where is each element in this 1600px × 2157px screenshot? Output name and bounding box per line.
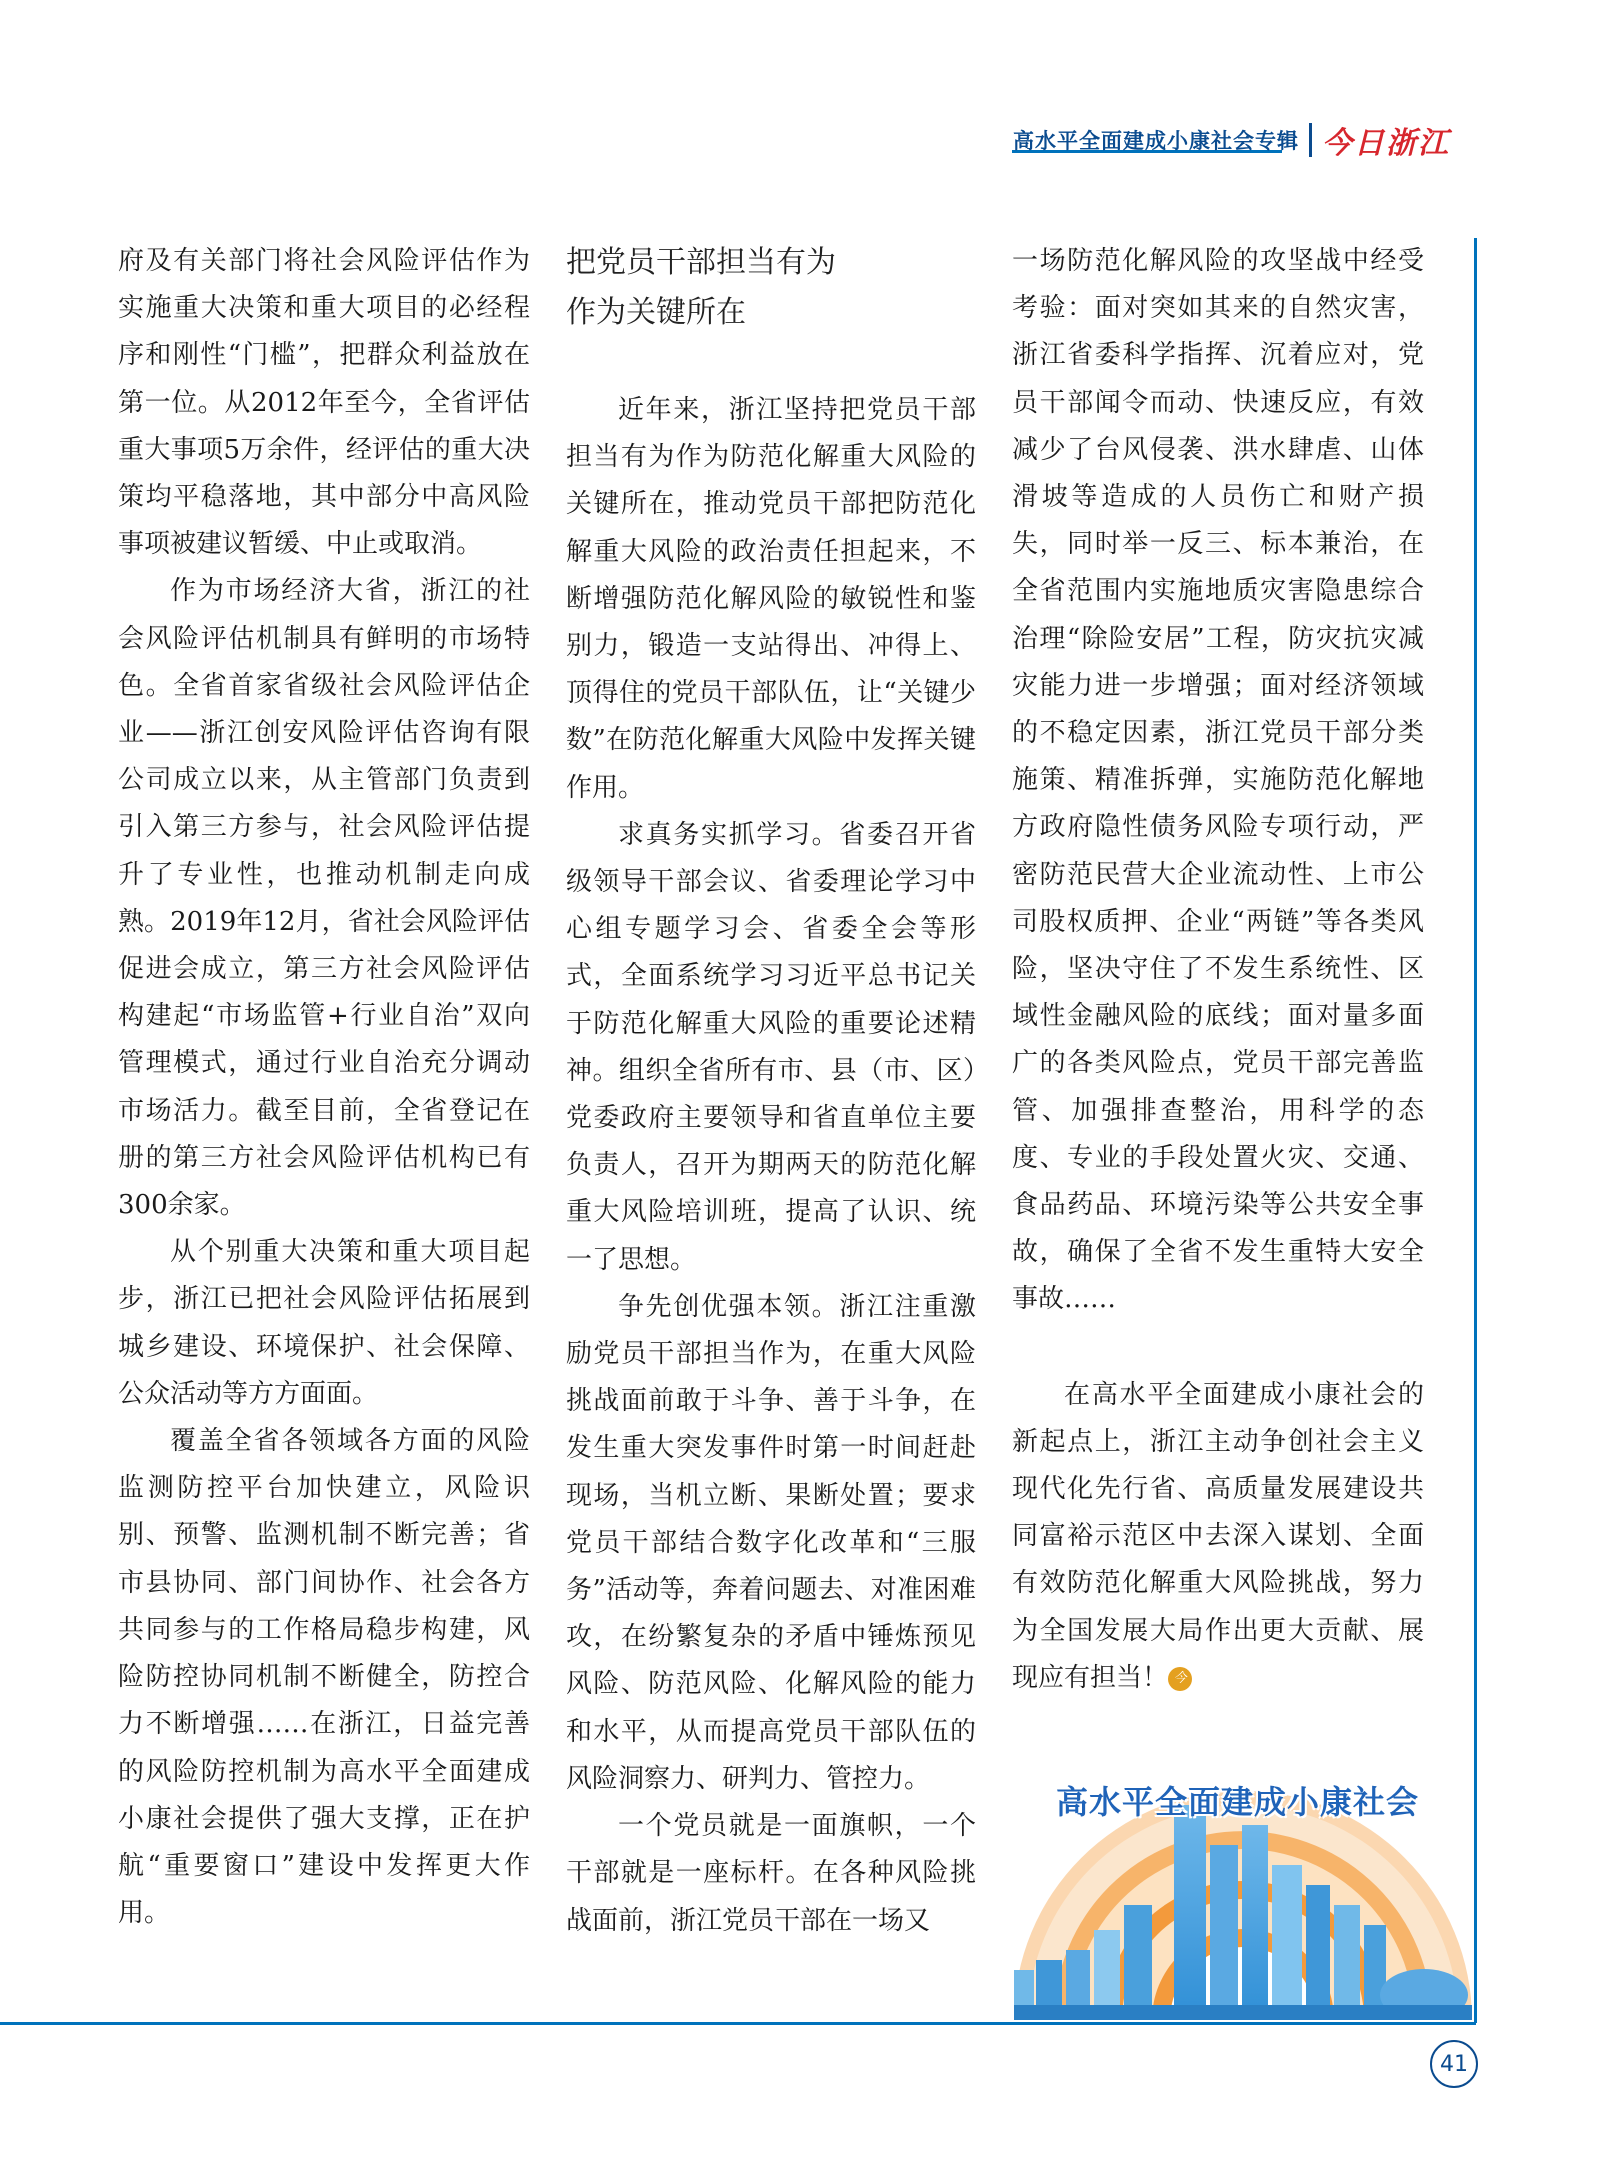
column-1 [118,238,530,1937]
paragraph-gap [1012,1324,1424,1372]
banner-title: 高水平全面建成小康社会 [1056,1783,1420,1821]
page-header [1013,118,1450,162]
column-rule-vertical [1474,238,1477,2023]
paragraph: 一场防范化解风险的攻坚战中经受考验：面对突如其来的自然灾害，浙江省委科学指挥、沉着应对，党员干部闻令而动、快速反应，有效减少了台风侵袭、洪水肆虐、山体滑坡等造成的人员伤亡和财产损失，同时举一反三、标本兼治，在全省范围内实施地质灾害隐患综合治理“除险安居”工程，防灾抗灾减灾能力进一步增强；面对经济领域的不稳定因素，浙江党员干部分类施策、精准拆弹，实施防范化解地方政府隐性债务风险专项行动，严密防范民营大企业流动性、上市公司股权质押、企业“两链”等各类风险，坚决守住了不发生系统性、区域性金融风险的底线；面对量多面广的各类风险点，党员干部完善监管、加强排查整治，用科学的态度、专业的手段处置火灾、交通、食品药品、环境污染等公共安全事故，确保了全省不发生重特大安全事故…… [1012,246,1424,1315]
magazine-logo: 今日浙江 [1322,126,1450,161]
bottom-rule [0,2022,1476,2025]
section-heading [566,238,976,338]
end-mark-icon: 今 [1168,1667,1192,1691]
section-heading-line: 把党员干部担当有为 [566,245,836,280]
header-separator [1309,123,1312,157]
paragraph: 一个党员就是一面旗帜，一个干部就是一座标杆。在各种风险挑战面前，浙江党员干部在一场又 [566,1811,976,1936]
paragraph: 求真务实抓学习。省委召开省级领导干部会议、省委理论学习中心组专题学习会、省委全会等形式，全面系统学习习近平总书记关于防范化解重大风险的重要论述精神。组织全省所有市、县（市、区）党委政府主要领导和省直单位主要负责人，召开为期两天的防范化解重大风险培训班，提高了认识、统一了思想。 [566,819,976,1275]
paragraph: 府及有关部门将社会风险评估作为实施重大决策和重大项目的必经程序和刚性“门槛”，把群众利益放在第一位。从2012年至今，全省评估重大事项5万余件，经评估的重大决策均平稳落地，其中部分中高风险事项被建议暂缓、中止或取消。 [118,246,530,560]
closing-paragraph [1012,1372,1424,1702]
column-title: 高水平全面建成小康社会专辑 [1013,129,1299,153]
paragraph: 近年来，浙江坚持把党员干部担当有为作为防范化解重大风险的关键所在，推动党员干部把防范化解重大风险的政治责任担起来，不断增强防范化解风险的敏锐性和鉴别力，锻造一支站得出、冲得上、顶得住的党员干部队伍，让“关键少数”在防范化解重大风险中发挥关键作用。 [566,395,976,803]
skyline-banner [1014,1755,1472,2020]
paragraph: 覆盖全省各领域各方面的风险监测防控平台加快建立，风险识别、预警、监测机制不断完善；省市县协同、部门间协作、社会各方共同参与的工作格局稳步构建，风险防控协同机制不断健全，防控合力不断增强……在浙江，日益完善的风险防控机制为高水平全面建成小康社会提供了强大支撑，正在护航“重要窗口”建设中发挥更大作用。 [118,1426,530,1929]
column-2 [566,238,976,1945]
column-3 [1012,238,1424,1702]
section-heading-line: 作为关键所在 [566,295,746,330]
page-number: 41 [1430,2040,1478,2088]
paragraph: 从个别重大决策和重大项目起步，浙江已把社会风险评估拓展到城乡建设、环境保护、社会保障、公众活动等方方面面。 [118,1237,530,1409]
closing-text: 在高水平全面建成小康社会的新起点上，浙江主动争创社会主义现代化先行省、高质量发展建设共同富裕示范区中去深入谋划、全面有效防范化解重大风险挑战，努力为全国发展大局作出更大贡献、展现应有担当！ [1012,1379,1424,1693]
paragraph: 争先创优强本领。浙江注重激励党员干部担当作为，在重大风险挑战面前敢于斗争、善于斗争，在发生重大突发事件时第一时间赶赴现场，当机立断、果断处置；要求党员干部结合数字化改革和“三服务”活动等，奔着问题去、对准困难攻，在纷繁复杂的矛盾中锤炼预见风险、防范风险、化解风险的能力和水平，从而提高党员干部队伍的风险洞察力、研判力、管控力。 [566,1291,976,1794]
paragraph: 作为市场经济大省，浙江的社会风险评估机制具有鲜明的市场特色。全省首家省级社会风险评估企业——浙江创安风险评估咨询有限公司成立以来，从主管部门负责到引入第三方参与，社会风险评估提升了专业性，也推动机制走向成熟。2019年12月，省社会风险评估促进会成立，第三方社会风险评估构建起“市场监管+行业自治”双向管理模式，通过行业自治充分调动市场活力。截至目前，全省登记在册的第三方社会风险评估机构已有300余家。 [118,576,530,1221]
